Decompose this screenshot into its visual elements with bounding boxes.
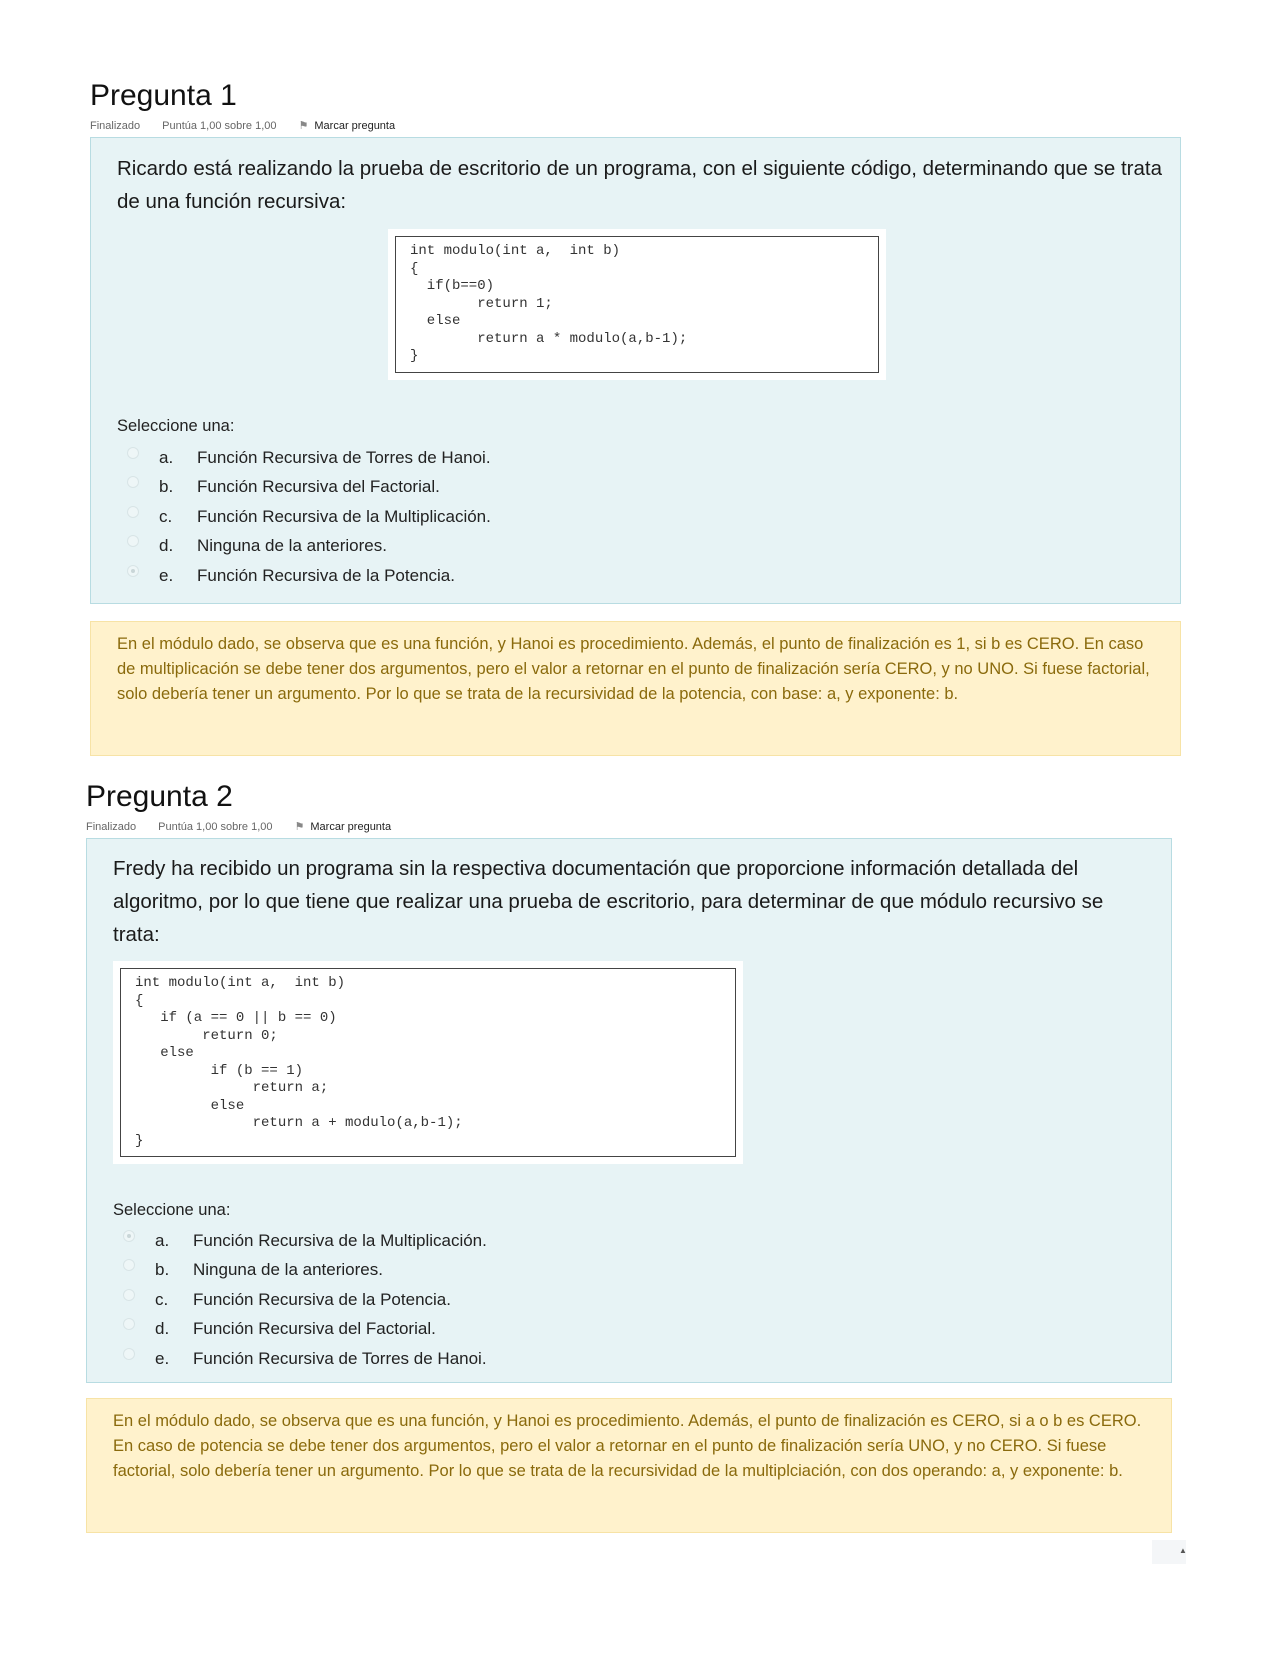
answer-option[interactable] — [123, 1315, 487, 1345]
radio-button[interactable] — [127, 565, 139, 577]
radio-button[interactable] — [123, 1259, 135, 1271]
option-letter: e. — [159, 565, 174, 585]
code-line: else — [135, 1045, 194, 1061]
option-text: Función Recursiva de Torres de Hanoi. — [193, 1348, 487, 1368]
select-prompt: Seleccione una: — [113, 1201, 231, 1219]
question-box — [90, 137, 1181, 604]
radio-button[interactable] — [127, 506, 139, 518]
question-score: Puntúa 1,00 sobre 1,00 — [162, 120, 277, 132]
question-box — [86, 838, 1172, 1383]
option-letter: c. — [159, 506, 173, 526]
answer-option[interactable] — [127, 443, 491, 473]
option-text: Función Recursiva de la Multiplicación. — [197, 506, 491, 526]
code-line: else — [135, 1097, 245, 1114]
option-letter: a. — [155, 1230, 170, 1250]
question-status: Finalizado — [86, 821, 137, 833]
caret-up-icon: ▲ — [1179, 1546, 1187, 1555]
flag-question-button[interactable] — [295, 820, 392, 834]
option-text: Función Recursiva del Factorial. — [193, 1319, 436, 1339]
flag-icon: ⚑ — [298, 120, 309, 132]
question-title: Pregunta 2 — [86, 780, 233, 813]
scroll-to-top-button[interactable] — [1152, 1540, 1186, 1564]
code-line: int modulo(int a, int b) — [135, 975, 346, 991]
option-letter: b. — [159, 477, 174, 497]
feedback-box: En el módulo dado, se observa que es una función, y Hanoi es procedimiento. Además, el punto de finalización es 1, si b es CERO. En caso de multiplicación se debe tener dos argumentos, pero el valor a retornar en el punto de finalización sería CERO, y no UNO. Si fuese factorial, solo debería tener un argumento. Por lo que se trata de la recursividad de la potencia, con base: a, y exponente: b. — [90, 621, 1181, 756]
answer-option[interactable] — [123, 1256, 487, 1286]
code-image — [388, 229, 886, 380]
feedback-box: En el módulo dado, se observa que es una función, y Hanoi es procedimiento. Además, el punto de finalización es CERO, si a o b es CERO. En caso de potencia se debe tener dos argumentos, pero el valor a retornar en el punto de finalización sería UNO, y no CERO. Si fuese factorial, solo debería tener un argumento. Por lo que se trata de la recursividad de la multiplciación, con dos operando: a, y exponente: b. — [86, 1398, 1172, 1533]
code-line: if (a == 0 || b == 0) — [135, 1010, 337, 1026]
radio-button[interactable] — [123, 1318, 135, 1330]
option-text: Función Recursiva de la Potencia. — [197, 565, 455, 585]
option-letter: e. — [155, 1348, 170, 1368]
answer-option[interactable] — [127, 502, 491, 532]
answer-option[interactable] — [123, 1226, 487, 1256]
radio-button[interactable] — [127, 476, 139, 488]
option-letter: d. — [155, 1319, 170, 1339]
answer-option[interactable] — [127, 473, 491, 503]
code-line: return a + modulo(a,b-1); — [135, 1115, 463, 1131]
code-line: return a; — [135, 1080, 329, 1096]
option-text: Función Recursiva de la Multiplicación. — [193, 1230, 487, 1250]
code-line: if(b==0) — [410, 278, 495, 294]
question-title: Pregunta 1 — [90, 79, 237, 112]
code-block — [395, 236, 879, 373]
question-text: Ricardo está realizando la prueba de escritorio de un programa, con el siguiente código, determinando que se trata de una función recursiva: — [117, 157, 1162, 213]
option-letter: a. — [159, 447, 174, 467]
option-text: Función Recursiva del Factorial. — [197, 477, 440, 497]
code-line: return 0; — [135, 1027, 278, 1044]
radio-button[interactable] — [123, 1348, 135, 1360]
option-text: Función Recursiva de Torres de Hanoi. — [197, 447, 491, 467]
option-letter: c. — [155, 1289, 169, 1309]
answer-options — [123, 1226, 487, 1374]
answer-option[interactable] — [123, 1285, 487, 1315]
code-line: return 1; — [410, 295, 553, 312]
flag-question-button[interactable] — [299, 119, 396, 133]
flag-label: Marcar pregunta — [314, 120, 396, 132]
answer-options — [127, 443, 491, 591]
question-status: Finalizado — [90, 120, 141, 132]
question-score: Puntúa 1,00 sobre 1,00 — [158, 821, 273, 833]
flag-label: Marcar pregunta — [310, 821, 392, 833]
question-meta — [90, 119, 395, 133]
flag-icon: ⚑ — [294, 821, 305, 833]
radio-button[interactable] — [123, 1289, 135, 1301]
answer-option[interactable] — [123, 1344, 487, 1374]
code-line: int modulo(int a, int b) — [410, 243, 621, 259]
code-line: { — [410, 260, 419, 277]
question-meta — [86, 820, 391, 834]
code-line: else — [410, 313, 461, 329]
code-line: { — [135, 992, 144, 1009]
select-prompt: Seleccione una: — [117, 417, 235, 435]
option-text: Ninguna de la anteriores. — [197, 536, 387, 556]
code-image — [113, 961, 743, 1164]
option-text: Ninguna de la anteriores. — [193, 1260, 383, 1280]
option-text: Función Recursiva de la Potencia. — [193, 1289, 451, 1309]
code-line: } — [135, 1132, 144, 1149]
answer-option[interactable] — [127, 532, 491, 562]
code-line: } — [410, 348, 419, 364]
code-line: return a * modulo(a,b-1); — [410, 330, 688, 347]
option-letter: d. — [159, 536, 174, 556]
radio-button[interactable] — [123, 1230, 135, 1242]
question-text: Fredy ha recibido un programa sin la respectiva documentación que proporcione información detallada del algoritmo, por lo que tiene que realizar una prueba de escritorio, para determinar de que módulo recursivo se trata: — [113, 857, 1104, 946]
code-block — [120, 968, 736, 1157]
option-letter: b. — [155, 1260, 170, 1280]
answer-option[interactable] — [127, 561, 491, 591]
code-line: if (b == 1) — [135, 1062, 304, 1079]
radio-button[interactable] — [127, 447, 139, 459]
radio-button[interactable] — [127, 535, 139, 547]
